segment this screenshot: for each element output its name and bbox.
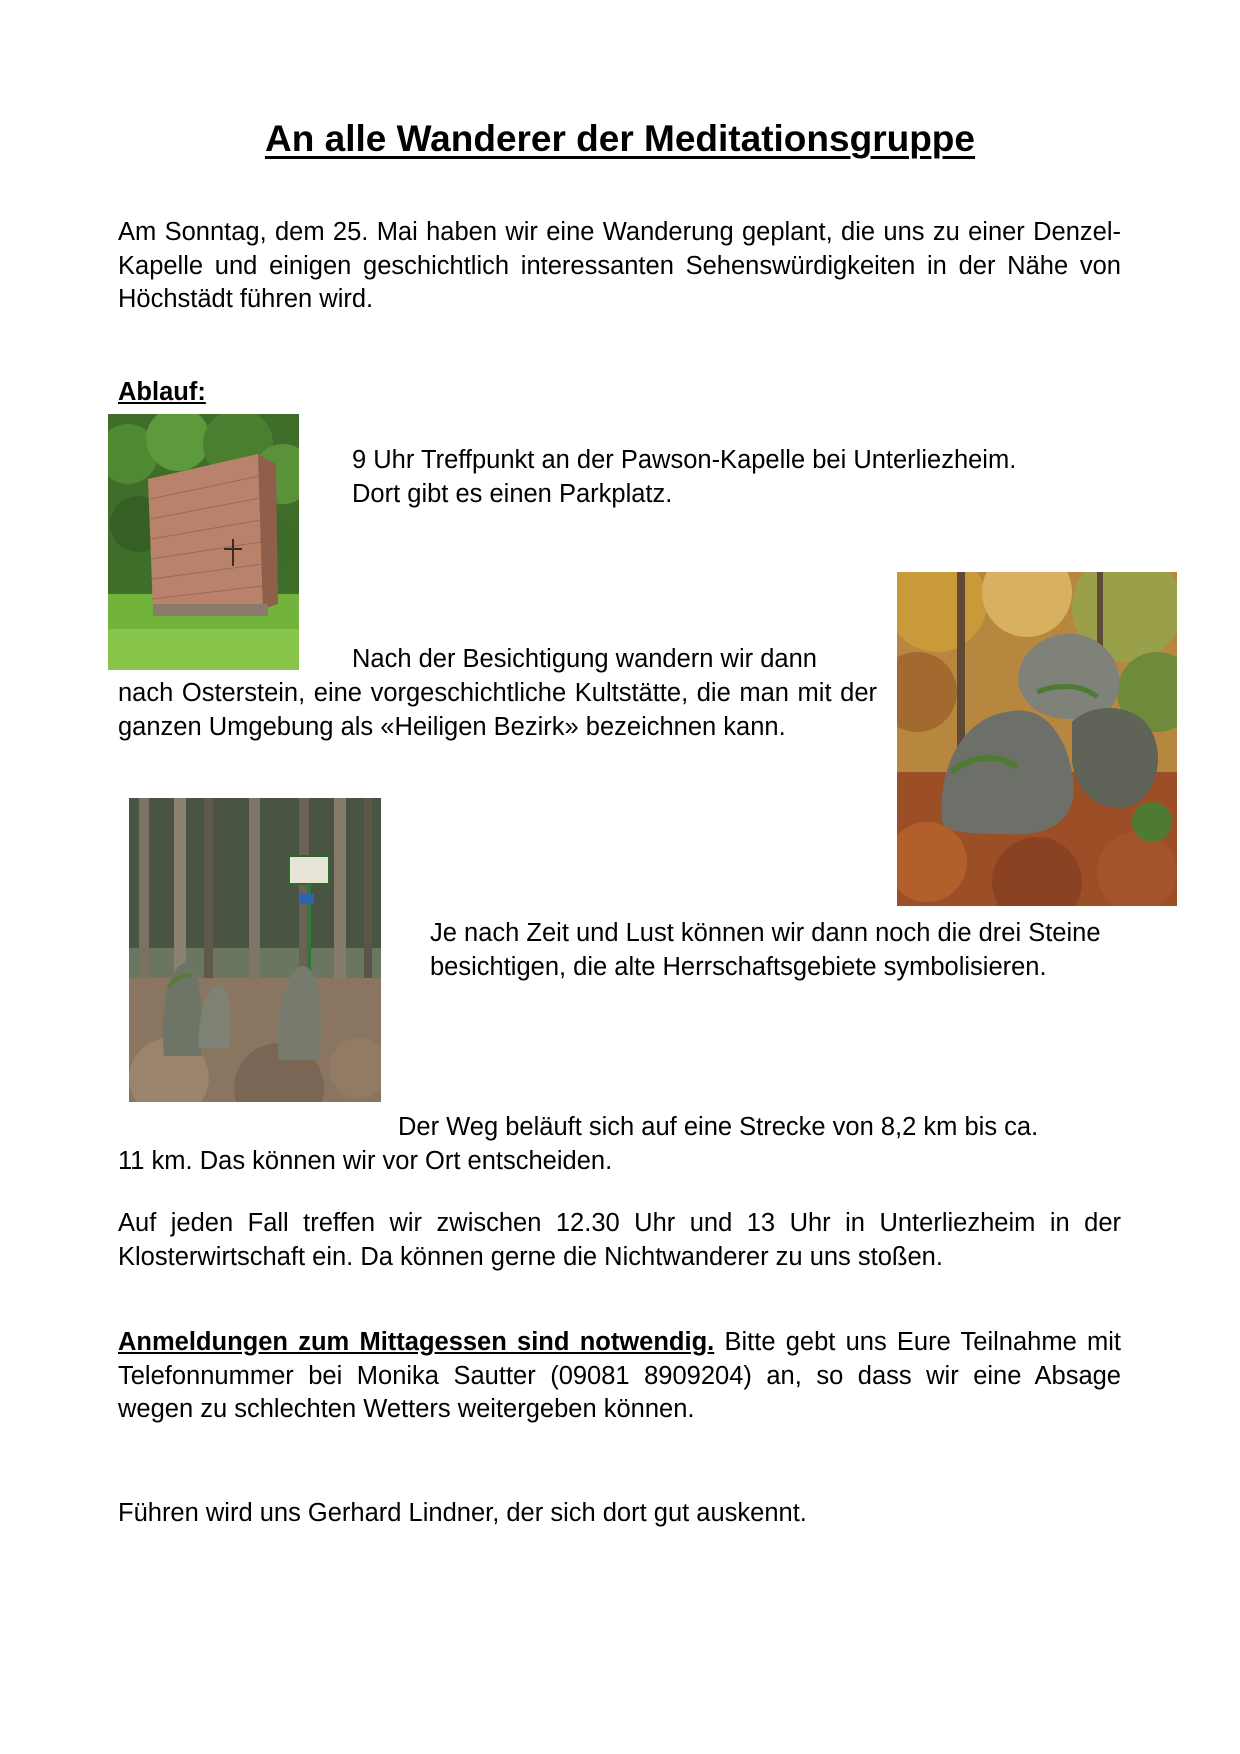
lunch-paragraph: Auf jeden Fall treffen wir zwischen 12.30 Uhr und 13 Uhr in Unterliezheim in der Klosterwirtschaft ein. Da können gerne die Nichtwanderer zu uns stoßen. <box>118 1209 1121 1271</box>
registration-paragraph <box>118 1326 1121 1427</box>
page-title: An alle Wanderer der Meditationsgruppe <box>265 118 975 159</box>
chapel-photo <box>108 414 299 670</box>
step2-line1: Nach der Besichtigung wandern wir dann <box>352 645 817 673</box>
ablauf-heading: Ablauf: <box>118 378 206 406</box>
step3-paragraph: Je nach Zeit und Lust können wir dann noch die drei Steine besichtigen, die alte Herrschaftsgebiete symbolisieren. <box>430 919 1101 981</box>
intro-paragraph: Am Sonntag, dem 25. Mai haben wir eine Wanderung geplant, die uns zu einer Denzel-Kapelle und einigen geschichtlich interessanten Sehenswürdigkeiten in der Nähe von Höchstädt führen wird. <box>118 218 1121 313</box>
osterstein-photo <box>897 572 1177 906</box>
step2-paragraph: nach Osterstein, eine vorgeschichtliche Kultstätte, die man mit der ganzen Umgebung als «Heiligen Bezirk» bezeichnen kann. <box>118 679 877 741</box>
registration-notice: Anmeldungen zum Mittagessen sind notwendig. <box>118 1328 715 1356</box>
step1-line2: Dort gibt es einen Parkplatz. <box>352 480 673 508</box>
route-line1: Der Weg beläuft sich auf eine Strecke von 8,2 km bis ca. <box>398 1113 1039 1141</box>
step1-line1: 9 Uhr Treffpunkt an der Pawson-Kapelle bei Unterliezheim. <box>352 446 1017 474</box>
route-line2: 11 km. Das können wir vor Ort entscheiden. <box>118 1147 613 1175</box>
three-stones-photo <box>129 798 381 1102</box>
leader-line: Führen wird uns Gerhard Lindner, der sich dort gut auskennt. <box>118 1499 807 1527</box>
registration-details: Bitte gebt uns Eure Teilnahme mit Telefonnummer bei Monika Sautter (09081 8909204) an, so dass wir eine Absage wegen zu schlechten Wetters weitergeben können. <box>118 1328 1121 1423</box>
